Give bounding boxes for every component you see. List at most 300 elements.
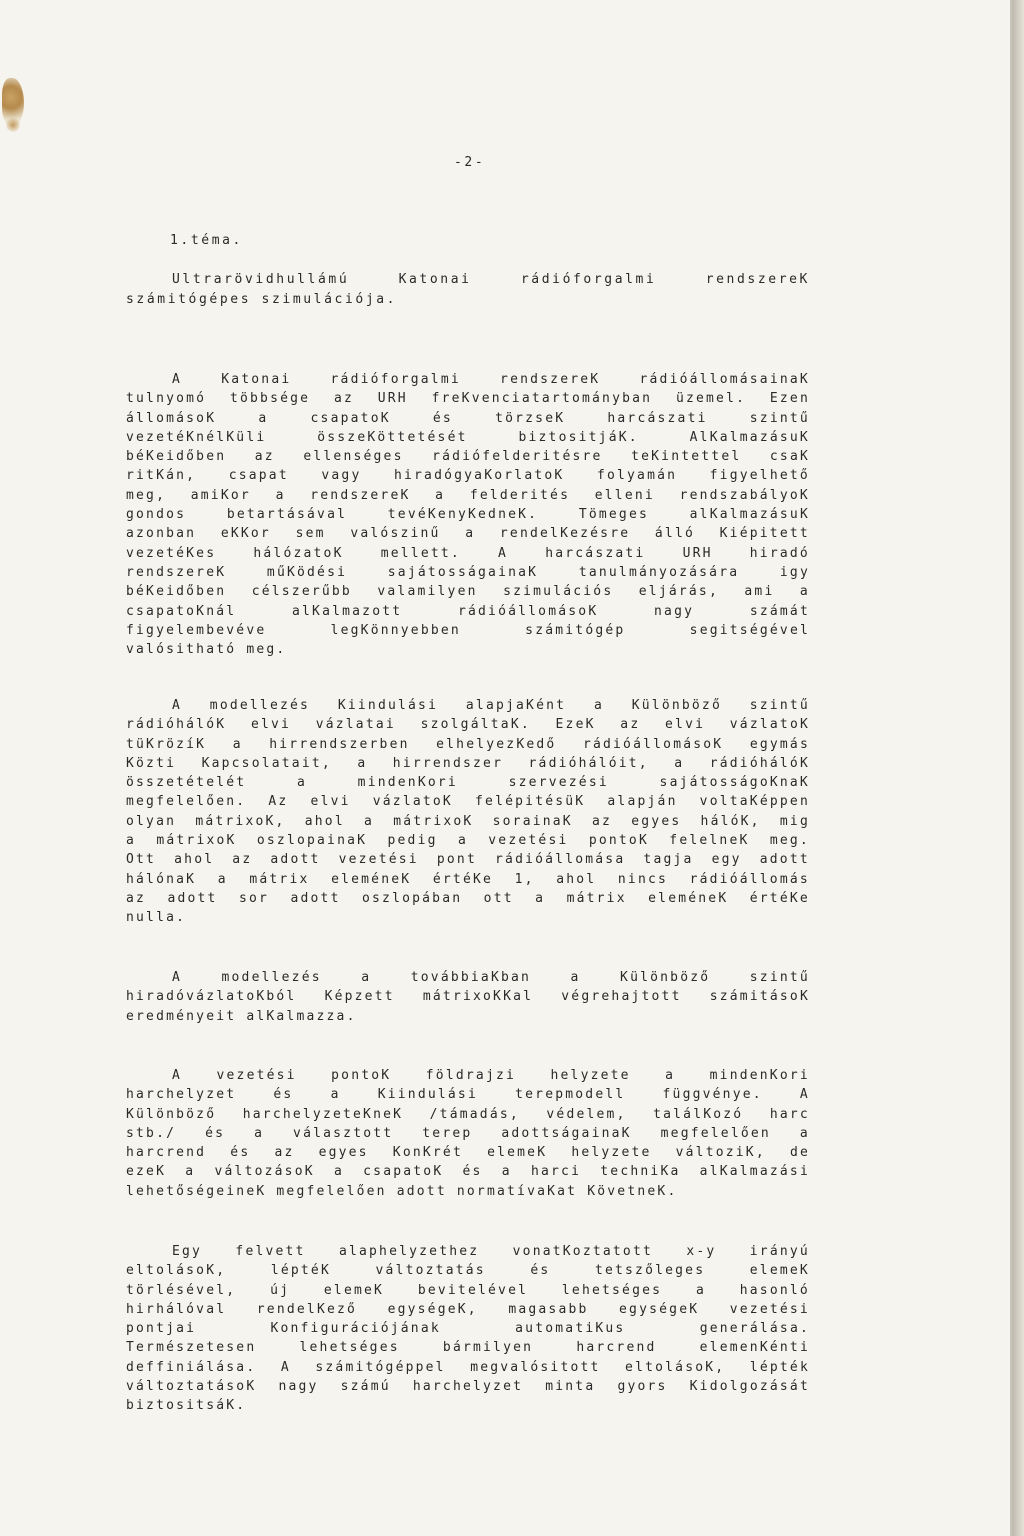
word: és (273, 1087, 294, 1103)
word: megfelelően. (126, 794, 247, 810)
word: szintű (749, 698, 810, 713)
word: ahol (174, 852, 215, 868)
word: gyors (617, 1379, 668, 1395)
paragraph-line (126, 582, 810, 601)
word: a (535, 890, 546, 906)
paragraph-5 (126, 1242, 810, 1416)
word: Közti (126, 755, 177, 771)
word: az (592, 813, 613, 829)
paragraph-line (126, 505, 810, 524)
paragraph-1 (126, 370, 810, 659)
word: és (530, 1263, 551, 1279)
word: harc (769, 1106, 810, 1122)
word: rádióállomásoK (582, 736, 724, 752)
word: összetételét (126, 775, 247, 791)
word: alKalmazott (291, 603, 403, 619)
line-text: valósitható meg. (126, 642, 287, 658)
paragraph-line (126, 1319, 810, 1338)
word: lehetséges (561, 1282, 663, 1298)
word: tetszőleges (594, 1263, 706, 1279)
paragraph-line (126, 870, 810, 889)
word: az (126, 890, 147, 906)
word: a (695, 1282, 706, 1298)
word: deffiniálása. (126, 1359, 257, 1375)
paragraph-line (126, 524, 810, 543)
word: terepmodell (515, 1087, 626, 1103)
word: hiradó (749, 545, 810, 561)
word: vezetéKes (126, 545, 217, 561)
word: a (799, 584, 810, 600)
paragraph-line (126, 987, 810, 1006)
word: A (280, 1359, 291, 1375)
word: törlésével, (126, 1282, 237, 1298)
word: segitségével (689, 622, 810, 638)
word: tulnyomó (126, 391, 207, 407)
word: csapatoKnál (126, 603, 237, 619)
word: automatiKus (515, 1321, 626, 1337)
word: ellenséges (303, 449, 404, 465)
word: adott (290, 890, 341, 906)
word: mindenKori (357, 775, 458, 791)
word: /támadás, (429, 1106, 520, 1122)
word: rendszereK (126, 564, 227, 580)
word: szolgáltaK. (420, 717, 531, 733)
word: oszlopainaK (256, 833, 368, 849)
word: harcrend (576, 1340, 657, 1356)
word: és (205, 1125, 226, 1141)
paragraph-line (126, 812, 810, 831)
word: rádióforgalmi (330, 372, 461, 387)
word: igy (779, 564, 810, 580)
word: mátrix (249, 871, 310, 887)
word: URH (682, 545, 713, 561)
paragraph-line (126, 486, 810, 505)
word: sajátosságoKnaK (659, 775, 810, 791)
word: mátrixoK (156, 833, 237, 849)
word: számú (340, 1379, 391, 1395)
word: felelneK (669, 833, 750, 849)
word: értéKe (432, 871, 494, 887)
paragraph-line (126, 715, 810, 734)
word: megfelelően (660, 1125, 771, 1141)
word: Ezen (769, 391, 810, 407)
word: harcászati (607, 410, 708, 426)
word: ahol (556, 871, 597, 887)
word: elemeK (323, 1282, 385, 1298)
title-word: rendszereK (705, 272, 810, 287)
word: pont (436, 852, 477, 868)
word: felderités (469, 487, 571, 503)
word: mátrixoKKal (422, 989, 534, 1005)
word: hirrendszer (392, 755, 504, 771)
word: terep (422, 1125, 473, 1141)
paragraph-line (126, 544, 810, 563)
paragraph-line (126, 1358, 810, 1377)
word: adott (167, 890, 218, 906)
title-word: rádióforgalmi (520, 272, 657, 287)
word: a (275, 487, 286, 503)
paragraph-line (126, 466, 810, 485)
word: hálózatoK (253, 545, 344, 561)
word: béKeidőben (126, 584, 227, 600)
word: az (274, 1145, 295, 1161)
word: célszerűbb (251, 584, 352, 600)
paragraph-line (126, 754, 810, 773)
word: mellett. (380, 545, 461, 561)
paragraph-line (126, 1066, 810, 1085)
word: Egy (172, 1244, 203, 1259)
word: eltolásoK, (625, 1359, 726, 1375)
word: továbbiaKban (410, 970, 532, 985)
word: a (361, 970, 372, 985)
word: azonban (126, 526, 197, 542)
title-word: Ultrarövidhullámú (172, 272, 350, 287)
paragraph-line (126, 831, 810, 850)
word: hálónaK (126, 871, 197, 887)
word: hirhálóval (126, 1301, 227, 1317)
title-line-1 (172, 272, 810, 287)
word: a (330, 1087, 341, 1103)
word: számitásoK (709, 989, 810, 1005)
word: Kiindulási (377, 1087, 478, 1103)
word: alapjaKént (465, 698, 567, 713)
word: számitógéppel (315, 1359, 446, 1375)
word: rendszereK (310, 487, 411, 503)
word: csapatoK (363, 1164, 444, 1180)
word: nagy (654, 603, 695, 619)
word: EzeK (555, 717, 596, 733)
word: AlKalmazásuK (689, 429, 810, 445)
word: a (465, 526, 476, 542)
word: harchelyzeteKneK (242, 1106, 404, 1122)
word: lehetséges (299, 1340, 400, 1356)
title-word: Katonai (398, 272, 472, 287)
word: gondos (126, 507, 187, 523)
paragraph-line (126, 447, 810, 466)
word: a (357, 755, 368, 771)
word: a (570, 970, 581, 985)
title-line-2: számitógépes szimulációja. (126, 292, 398, 307)
word: harci (530, 1164, 582, 1180)
word: a (217, 871, 228, 887)
line-text: eredményeit alKalmazza. (126, 1008, 357, 1024)
word: hiradógyaKorlatoK (393, 468, 565, 484)
page-number: -2- (454, 155, 486, 170)
word: nincs (617, 871, 669, 887)
word: elvi (310, 794, 351, 810)
word: a (254, 1125, 265, 1141)
paragraph-line (126, 1182, 810, 1201)
word: a (457, 833, 468, 849)
paragraph-line (126, 968, 810, 987)
word: vezetési (488, 833, 569, 849)
word: változiK, (675, 1145, 766, 1161)
word: alapján (607, 794, 678, 810)
word: rádióhálóK (709, 755, 810, 771)
word: felépitésüK (475, 794, 586, 810)
word: rádióhálóK (126, 717, 227, 733)
word: mátrixoK (393, 813, 474, 829)
word: rádióállomásainaK (639, 372, 810, 387)
word: sajátosságainaK (387, 564, 539, 580)
word: olyan (126, 813, 177, 829)
word: Kiindulási (337, 698, 439, 713)
word: adott (270, 852, 321, 868)
word: eKKor (220, 526, 271, 542)
word: és (432, 410, 453, 426)
paragraph-line (126, 1085, 810, 1104)
word: lépték (749, 1359, 810, 1375)
word: összeKöttetését (317, 429, 468, 445)
word: Ott (126, 852, 157, 868)
word: választott (293, 1125, 394, 1141)
word: vázlatoK (372, 794, 453, 810)
word: rendszabályoK (679, 487, 810, 503)
word: változtatásoK (126, 1379, 257, 1395)
page-edge (1012, 0, 1024, 1536)
word: modellezés (221, 970, 322, 985)
word: A (172, 372, 183, 387)
paragraph-line (126, 1162, 810, 1181)
word: szintű (749, 410, 810, 426)
word: eleméneK (331, 871, 412, 887)
word: állomásoK (126, 410, 217, 426)
word: csapat (228, 468, 289, 484)
paragraph-line (126, 889, 810, 908)
word: változásoK (214, 1164, 315, 1180)
paragraph-line (126, 370, 810, 389)
word: rádióhálóit, (528, 755, 649, 771)
word: szimulációs (503, 584, 614, 600)
word: tagja (643, 852, 694, 868)
word: csapatoK (310, 410, 391, 426)
word: Különböző (620, 970, 711, 985)
paragraph-line (126, 563, 810, 582)
word: védelem, (546, 1106, 627, 1122)
word: szintű (749, 970, 810, 985)
word: Különböző (631, 698, 722, 713)
word: alKalmazásuK (689, 507, 810, 523)
word: irányú (749, 1244, 810, 1259)
word: helyzete (550, 1068, 631, 1083)
paragraph-3 (126, 968, 810, 1026)
word: adott (759, 852, 810, 868)
word: mindenKori (709, 1068, 810, 1083)
paragraph-line (126, 389, 810, 408)
word: elemeK (487, 1145, 548, 1161)
word: voltaKéppen (699, 794, 810, 810)
word: egyes (318, 1145, 369, 1161)
word: legKönnyebben (330, 622, 461, 638)
word: pontoK (331, 1068, 392, 1083)
word: az (232, 852, 253, 868)
line-text: lehetőségeineK megfelelően adott normatívaKat KövetneK. (126, 1183, 678, 1199)
word: A (498, 545, 509, 561)
word: egy (711, 852, 742, 868)
word: vezetési (216, 1068, 297, 1083)
word: de (789, 1145, 810, 1161)
word: A (799, 1087, 810, 1103)
word: figyelembevéve (126, 622, 267, 638)
word: pontjai (126, 1321, 197, 1337)
word: ezeK (126, 1164, 167, 1180)
paragraph-line (126, 696, 810, 715)
paragraph-line (126, 1261, 810, 1280)
word: Az (268, 794, 289, 810)
word: folyamán (596, 468, 678, 484)
word: Konfigurációjának (270, 1321, 441, 1337)
word: eltolásoK, (126, 1263, 227, 1279)
word: hiradóvázlatoKból (126, 989, 297, 1005)
word: harcászati (545, 545, 646, 561)
word: béKeidőben (126, 449, 227, 465)
word: szervezési (508, 775, 609, 791)
word: Természetesen (126, 1340, 257, 1356)
word: többsége (229, 391, 311, 407)
word: ott (483, 890, 514, 906)
word: harchelyzet (126, 1087, 237, 1103)
paragraph-line (126, 850, 810, 869)
paragraph-line (126, 735, 810, 754)
word: rádióállomás (689, 871, 810, 887)
paragraph-line (126, 1007, 810, 1026)
word: rendelKezésre (499, 526, 631, 542)
word: biztositjáK. (518, 429, 639, 445)
word: egységeK (619, 1301, 700, 1317)
word: és (230, 1145, 251, 1161)
word: értéKe (749, 890, 810, 906)
word: Kapcsolatait, (201, 755, 332, 771)
word: valamilyen (377, 584, 478, 600)
paragraph-line (126, 1242, 810, 1261)
word: az (333, 391, 354, 407)
word: generálása. (699, 1321, 810, 1337)
word: Katonai (221, 372, 292, 387)
line-text: nulla. (126, 910, 187, 926)
word: valószinű (350, 526, 441, 542)
line-text: biztositsáK. (126, 1398, 247, 1414)
paragraph-line (126, 773, 810, 792)
word: minta (545, 1379, 596, 1395)
word: az (620, 717, 641, 733)
word: találKozó (653, 1106, 744, 1122)
word: stb./ (126, 1125, 177, 1141)
word: törzseK (495, 410, 566, 426)
paragraph-line (126, 1338, 810, 1357)
paragraph-line (126, 908, 810, 927)
word: betartásával (226, 507, 348, 523)
word: műKödési (266, 564, 348, 580)
paragraph-line (126, 1143, 810, 1162)
word: rádióállomása (495, 852, 626, 868)
word: figyelhető (709, 468, 810, 484)
word: Kiépitett (719, 526, 810, 542)
word: A (172, 698, 183, 713)
paragraph-2 (126, 696, 810, 928)
word: elemeK (749, 1263, 810, 1279)
word: a (593, 698, 604, 713)
word: a (665, 1068, 676, 1083)
word: elvi (665, 717, 706, 733)
word: modellezés (209, 698, 311, 713)
paragraph-line (126, 1377, 810, 1396)
word: magasabb (508, 1301, 589, 1317)
word: földrajzi (425, 1068, 517, 1083)
word: a (185, 1164, 196, 1180)
word: x-y (686, 1244, 717, 1259)
word: vezetéKnélKüli (126, 429, 267, 445)
word: a (258, 410, 269, 426)
word: rádiófelderitésre (432, 449, 603, 465)
word: nagy (278, 1379, 319, 1395)
word: számát (749, 603, 810, 619)
paragraph-line (126, 1124, 810, 1143)
paragraph-line (126, 602, 810, 621)
word: számitógép (525, 622, 626, 638)
word: elemenKénti (699, 1340, 810, 1356)
word: elhelyezKedő (436, 736, 557, 752)
paragraph-line (126, 1105, 810, 1124)
word: sor (238, 890, 270, 906)
word: felvett (235, 1244, 306, 1259)
word: tüKrözíK (126, 736, 207, 752)
word: vezetési (338, 852, 419, 868)
word: ahol (304, 813, 345, 829)
word: URH (377, 391, 408, 407)
word: csaK (769, 449, 810, 465)
word: eljárás, (638, 584, 719, 600)
word: vezetési (729, 1301, 810, 1317)
word: A (172, 970, 183, 985)
word: oszlopában (362, 890, 463, 906)
word: vagy (321, 468, 362, 484)
word: rendszereK (500, 372, 601, 387)
word: bevitelével (417, 1282, 529, 1298)
word: egyes (631, 813, 682, 829)
word: Különböző (126, 1106, 217, 1122)
word: függvénye. (662, 1087, 763, 1103)
word: KonKrét (392, 1145, 463, 1161)
word: elvi (250, 717, 292, 733)
word: bármilyen (442, 1340, 534, 1356)
word: mig (779, 813, 810, 829)
word: hasonló (739, 1282, 810, 1298)
word: sorainaK (492, 813, 573, 829)
word: változtatás (375, 1263, 486, 1279)
word: a (435, 487, 446, 503)
word: megvalósitott (470, 1359, 601, 1375)
paragraph-4 (126, 1066, 810, 1201)
word: a (296, 775, 308, 791)
word: pontoK (588, 833, 649, 849)
word: teKintettel (631, 449, 742, 465)
word: mátrixoK, (195, 813, 286, 829)
word: a (501, 1164, 512, 1180)
word: harchelyzet (412, 1379, 524, 1395)
word: rádióállomásoK (457, 603, 599, 619)
paragraph-line (126, 409, 810, 428)
paragraph-line (126, 1281, 810, 1300)
word: Kidolgozását (689, 1379, 810, 1395)
word: adottságainaK (501, 1125, 632, 1141)
paragraph-line (126, 1300, 810, 1319)
word: vonatKoztatott (512, 1244, 654, 1259)
word: ami (744, 584, 775, 600)
word: tevéKenyKedneK. (387, 507, 539, 523)
paragraph-line (126, 1396, 810, 1415)
word: meg. (769, 833, 810, 849)
word: sem (295, 526, 326, 542)
